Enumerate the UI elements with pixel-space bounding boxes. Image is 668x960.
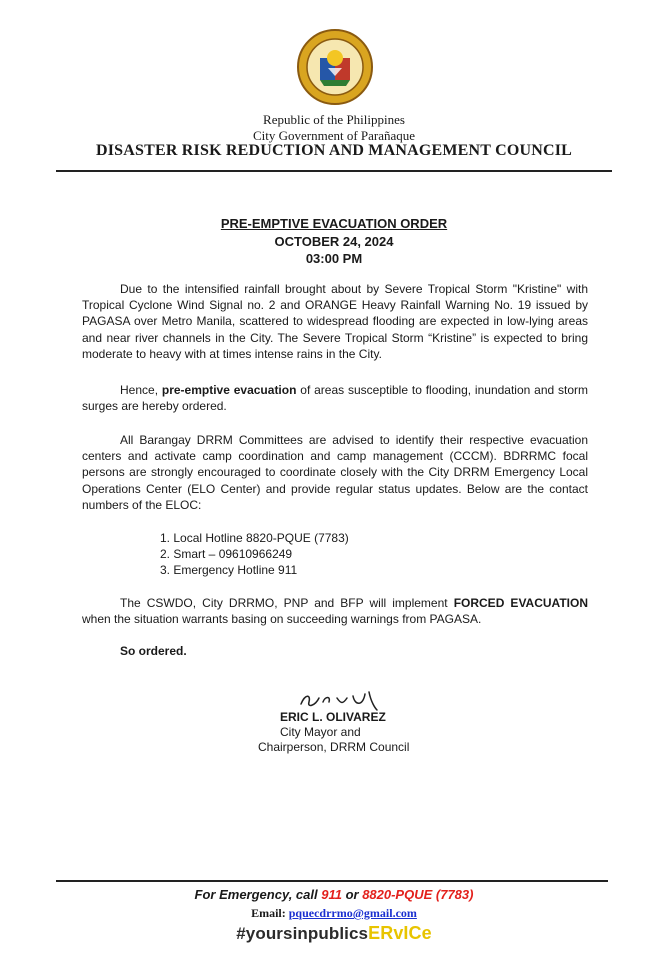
- paragraph-1: [82, 281, 588, 362]
- document-time: 03:00 PM: [305, 251, 363, 266]
- footer-divider: [56, 880, 608, 882]
- hashtag-part-2: ERvICe: [368, 923, 432, 943]
- city-seal-logo: [296, 28, 374, 106]
- paragraph-4-post: when the situation warrants basing on succeeding warnings from PAGASA.: [82, 612, 482, 627]
- paragraph-2-pre: Hence,: [120, 383, 162, 397]
- hashtag-part-1: #yoursinpublics: [236, 924, 369, 943]
- paragraph-1-text: Due to the intensified rainfall brought about by Severe Tropical Storm "Kristine" with Tropical Cyclone Wind Signal no. 2 and ORANGE Heavy Rainfall Warning No. 19 issued by PAGASA over Metro Manila, scattered to widespread flooding are expected in low-lying areas and near river channels in the City. The Severe Tropical Storm “Kristine” is expected to bring moderate to heavy with at times intense rains in the City.: [82, 282, 588, 361]
- closing-statement: So ordered.: [120, 644, 187, 658]
- signature-area: [258, 688, 428, 712]
- emergency-mid: or: [341, 887, 363, 902]
- emergency-number-911: 911: [321, 887, 342, 902]
- paragraph-4-bold: FORCED EVACUATION: [453, 596, 588, 610]
- header-city-government: City Government of Parañaque: [252, 128, 416, 143]
- paragraph-2-post: of areas susceptible to flooding, inundation and storm surges are hereby ordered.: [82, 383, 589, 414]
- hashtag-banner: [0, 923, 668, 944]
- signatory-title-1: City Mayor and: [280, 725, 361, 739]
- paragraph-2-bold: pre-emptive evacuation: [161, 383, 297, 397]
- paragraph-4-pre: The CSWDO, City DRRMO, PNP and BFP will implement: [120, 596, 454, 610]
- handwritten-signature: [293, 688, 393, 712]
- document-date: OCTOBER 24, 2024: [274, 234, 394, 249]
- email-label: Email:: [251, 906, 289, 920]
- list-item: 3. Emergency Hotline 911: [160, 563, 298, 578]
- email-line: [0, 906, 668, 921]
- header-republic: Republic of the Philippines: [263, 112, 405, 127]
- email-link[interactable]: pquecdrrmo@gmail.com: [288, 906, 417, 920]
- list-item: 1. Local Hotline 8820-PQUE (7783): [160, 531, 349, 545]
- contact-list: [160, 530, 349, 579]
- paragraph-3: [82, 432, 588, 513]
- paragraph-2: [82, 382, 588, 414]
- signatory-name: ERIC L. OLIVAREZ: [280, 710, 386, 724]
- paragraph-4: [82, 595, 588, 627]
- emergency-pre: For Emergency, call: [194, 887, 322, 902]
- emergency-line: [0, 887, 668, 902]
- emergency-number-hotline: 8820-PQUE (7783): [362, 887, 474, 902]
- document-title: PRE-EMPTIVE EVACUATION ORDER: [220, 216, 448, 231]
- header-divider: [56, 170, 612, 172]
- signatory-title-2: Chairperson, DRRM Council: [258, 740, 410, 754]
- header-council: DISASTER RISK REDUCTION AND MANAGEMENT COUNCIL: [95, 142, 573, 159]
- list-item: 2. Smart – 09610966249: [160, 547, 293, 562]
- paragraph-3-text: All Barangay DRRM Committees are advised to identify their respective evacuation centers and activate camp coordination and camp management (CCCM). BDRRMC focal persons are strongly encouraged to coordinate closely with the City DRRM Emergency Local Operations Center (ELO Center) and provide regular status updates. Below are the contact numbers of the ELOC:: [82, 433, 588, 512]
